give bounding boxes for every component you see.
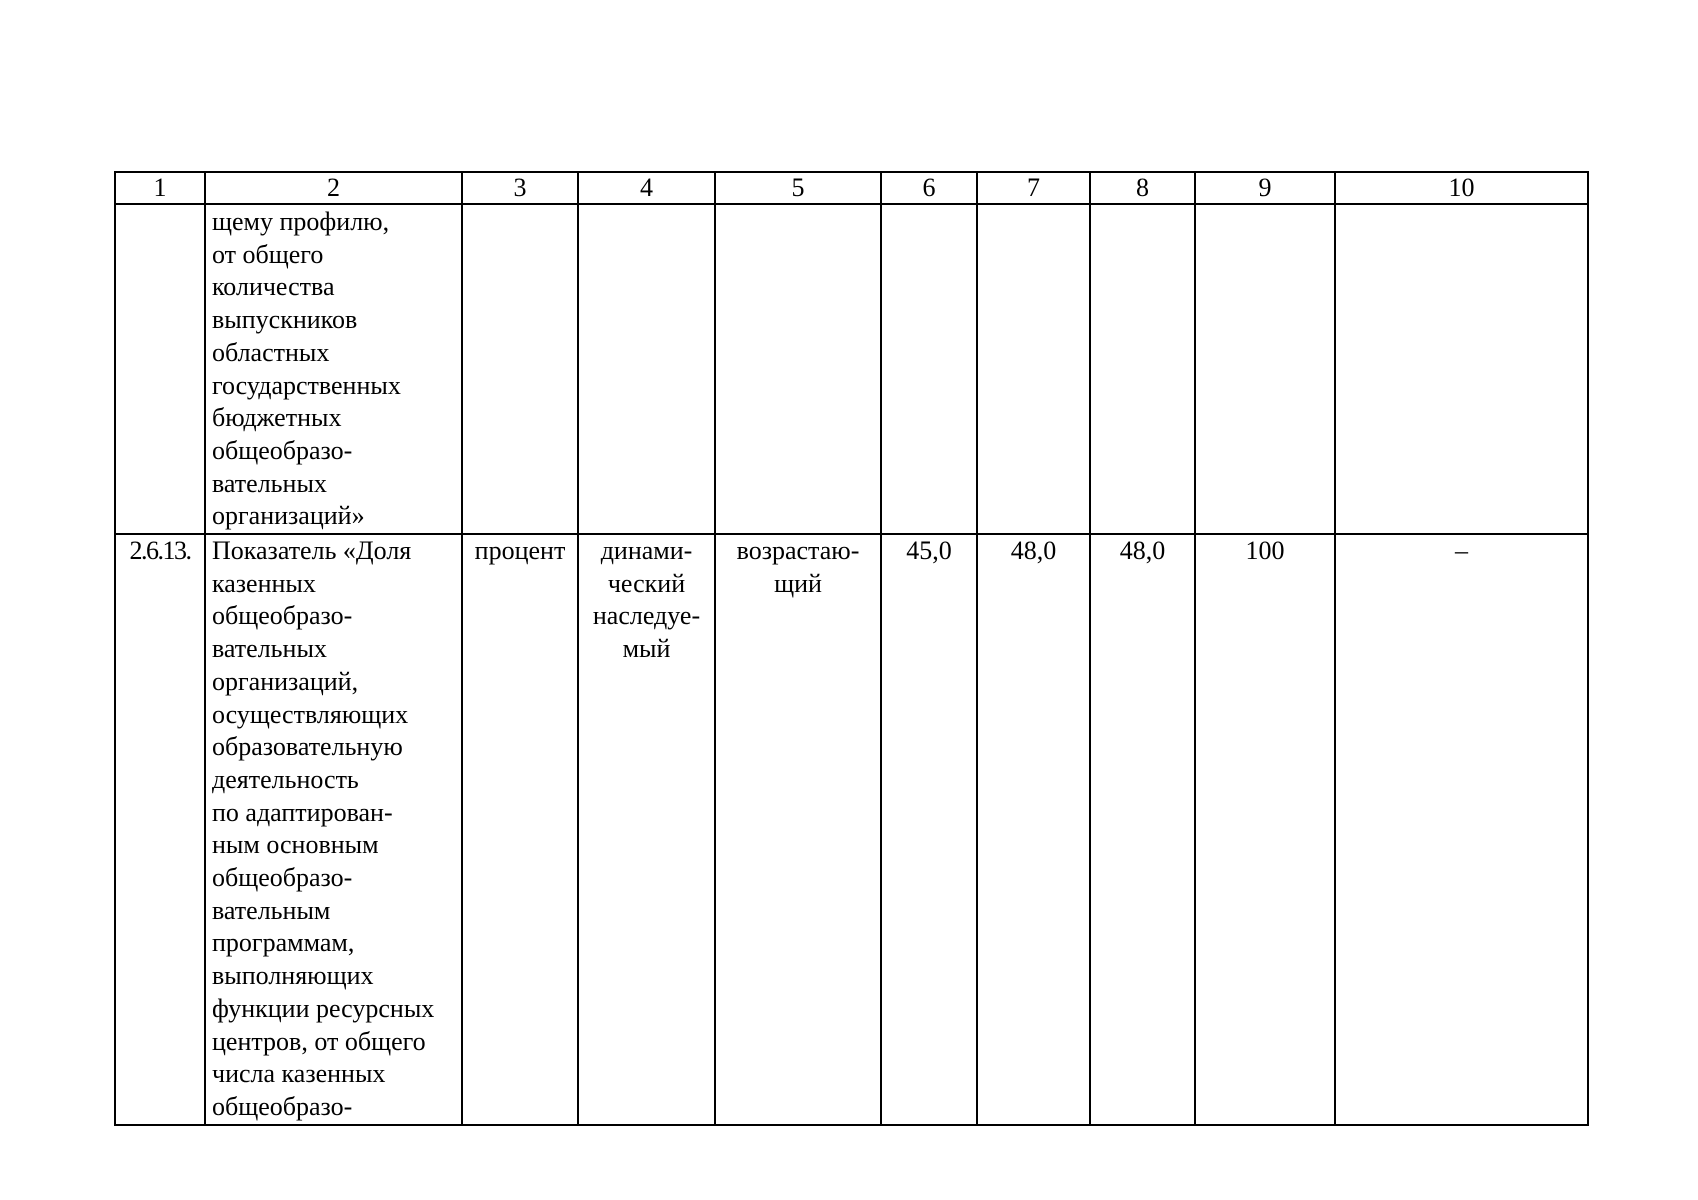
column-header: 10 xyxy=(1335,172,1588,204)
trend-cell: возрастаю- щий xyxy=(715,534,881,1125)
value-cell xyxy=(881,204,977,534)
indicator-name-cell: щему профилю, от общего количества выпускников областных государственных бюджетных общеобразо- вательных организаций» xyxy=(205,204,462,534)
value-cell: 100 xyxy=(1195,534,1335,1125)
unit-cell: процент xyxy=(462,534,578,1125)
type-cell xyxy=(578,204,715,534)
value-cell xyxy=(1195,204,1335,534)
value-cell: 48,0 xyxy=(977,534,1090,1125)
row-number-cell xyxy=(115,204,205,534)
table-row xyxy=(115,534,1588,1125)
unit-cell xyxy=(462,204,578,534)
column-header: 9 xyxy=(1195,172,1335,204)
column-header: 7 xyxy=(977,172,1090,204)
value-cell: 45,0 xyxy=(881,534,977,1125)
trend-cell xyxy=(715,204,881,534)
column-header: 8 xyxy=(1090,172,1195,204)
value-cell xyxy=(1335,204,1588,534)
column-header: 4 xyxy=(578,172,715,204)
column-header: 5 xyxy=(715,172,881,204)
type-cell: динами- ческий наследуе- мый xyxy=(578,534,715,1125)
value-cell: – xyxy=(1335,534,1588,1125)
value-cell xyxy=(1090,204,1195,534)
table-row xyxy=(115,204,1588,534)
indicator-name-cell: Показатель «Доля казенных общеобразо- вательных организаций, осуществляющих образовательную деятельность по адаптирован- ным основным общеобразо- вательным программам, выполняющих функции ресурсных центров, от общего числа казенных общеобразо- xyxy=(205,534,462,1125)
column-header: 2 xyxy=(205,172,462,204)
value-cell xyxy=(977,204,1090,534)
column-header: 1 xyxy=(115,172,205,204)
column-header: 3 xyxy=(462,172,578,204)
row-number-cell: 2.6.13. xyxy=(115,534,205,1125)
indicator-table xyxy=(114,171,1589,1126)
value-cell: 48,0 xyxy=(1090,534,1195,1125)
column-header: 6 xyxy=(881,172,977,204)
header-row xyxy=(115,172,1588,204)
